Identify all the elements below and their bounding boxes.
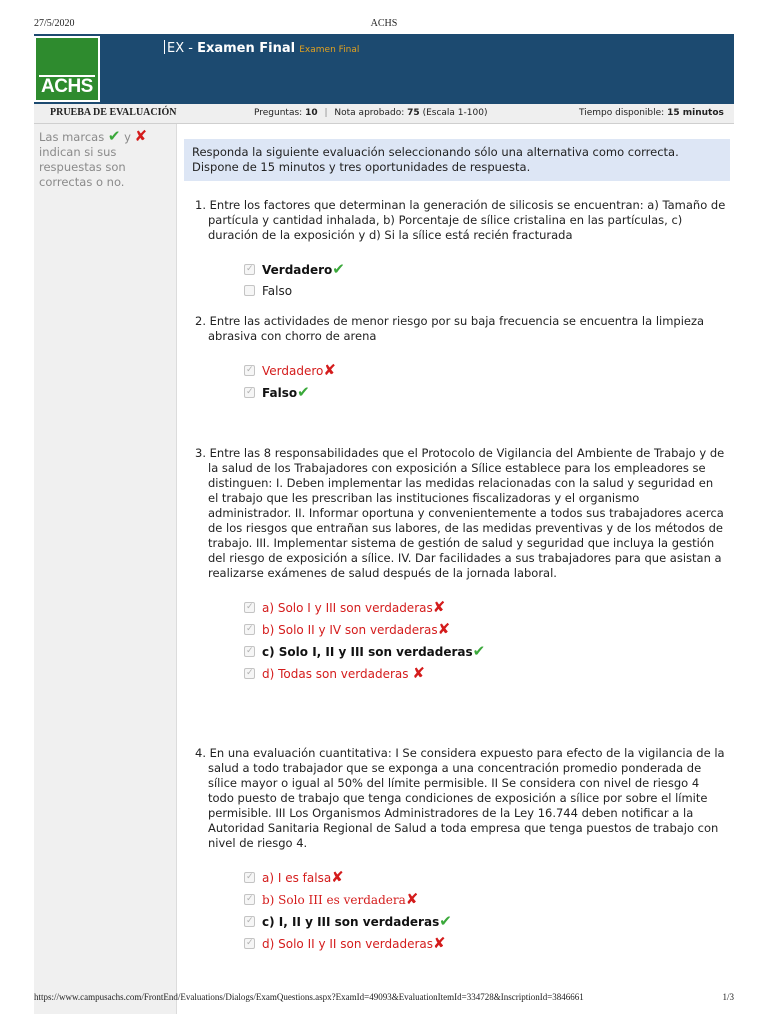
- option-label: Verdadero: [262, 263, 333, 277]
- answer-checkbox[interactable]: [244, 365, 255, 376]
- option-label: c) I, II y III son verdaderas: [262, 915, 440, 929]
- question-4: [186, 746, 726, 954]
- exam-subtitle: Examen Final: [299, 45, 360, 55]
- cross-icon: ✘: [437, 620, 451, 638]
- question-body: Entre las actividades de menor riesgo por su baja frecuencia se encuentra la limpieza abrasiva con chorro de arena: [208, 314, 705, 343]
- check-icon: ✔: [107, 127, 121, 145]
- option-label: Falso: [262, 284, 293, 298]
- cross-icon: ✘: [331, 868, 344, 886]
- options-list: [186, 596, 726, 684]
- check-icon: ✔: [439, 912, 452, 930]
- cross-icon: ✘: [405, 890, 419, 908]
- print-doc-title: ACHS: [370, 18, 398, 29]
- question-number: 2.: [195, 314, 206, 328]
- scale-text: (Escala 1-100): [422, 108, 488, 118]
- cross-icon: ✘: [134, 127, 148, 145]
- questions-value: 10: [305, 108, 318, 118]
- instructions-box: Responda la siguiente evaluación seleccionando sólo una alternativa como correcta. Dispone de 15 minutos y tres oportunidades de respuesta.: [184, 139, 730, 181]
- legend-prefix: Las marcas: [39, 130, 105, 144]
- cross-icon: ✘: [433, 934, 446, 952]
- passing-value: 75: [407, 108, 420, 118]
- answer-checkbox[interactable]: [244, 285, 255, 296]
- question-number: 3.: [195, 446, 206, 460]
- section-title: PRUEBA DE EVALUACIÓN: [50, 107, 177, 118]
- exam-banner: [34, 34, 734, 104]
- question-3: [186, 446, 726, 684]
- questions-label: Preguntas:: [254, 108, 303, 118]
- option-label: Verdadero: [262, 364, 324, 378]
- time-value: 15 minutos: [667, 108, 724, 118]
- time-info: [579, 108, 724, 118]
- answer-checkbox[interactable]: [244, 264, 255, 275]
- option-label: c) Solo I, II y III son verdaderas: [262, 645, 473, 659]
- option-label: b) Solo II y IV son verdaderas: [262, 623, 438, 637]
- answer-checkbox[interactable]: [244, 668, 255, 679]
- option-item[interactable]: [244, 932, 726, 954]
- question-number: 1.: [195, 198, 206, 212]
- option-item[interactable]: [244, 662, 726, 684]
- time-label: Tiempo disponible:: [579, 108, 665, 118]
- question-text: [186, 446, 726, 581]
- check-icon: ✔: [332, 260, 345, 278]
- option-label: Falso: [262, 386, 298, 400]
- option-item[interactable]: [244, 359, 726, 381]
- main-content: [178, 124, 734, 1014]
- question-body: Entre los factores que determinan la generación de silicosis se encuentran: a) Tamaño de partícula y cantidad inhalada, b) Porcentaje de sílice cristalina en las partículas, c) duración de la exposición y d) Si la sílice está recién fracturada: [208, 198, 726, 242]
- cross-icon: ✘: [323, 361, 336, 379]
- question-number: 4.: [195, 746, 206, 760]
- exam-meta: [254, 108, 487, 118]
- options-list: [186, 866, 726, 954]
- answer-checkbox[interactable]: [244, 872, 255, 883]
- info-bar: [34, 104, 734, 124]
- sidebar: [34, 124, 177, 1014]
- check-icon: ✔: [472, 642, 486, 660]
- option-item[interactable]: [244, 381, 726, 403]
- option-item[interactable]: [244, 596, 726, 618]
- options-list: [186, 258, 726, 302]
- option-item[interactable]: [244, 280, 726, 302]
- question-body: Entre las 8 responsabilidades que el Protocolo de Vigilancia del Ambiente de Trabajo y de la salud de los Trabajadores con exposición a Sílice establece para los empleadores se distinguen: I. Deben implementar las medidas relacionadas con la salud y seguridad en el trabajo que les prescriban las instituciones fiscalizadoras y el organismo administrador. II. Informar oportuna y convenientemente a todos sus trabajadores acerca de los riesgos que entrañan sus labores, de las medidas preventivas y de los métodos de trabajo. III. Implementar sistema de gestión de salud y seguridad que incluya la gestión del riesgo de exposición a sílice. IV. Dar facilidades a sus trabajadores para que asistan a realizarse exámenes de salud después de la jornada laboral.: [208, 446, 725, 580]
- answer-checkbox[interactable]: [244, 646, 255, 657]
- option-label: a) Solo I y III son verdaderas: [262, 601, 433, 615]
- question-2: [186, 314, 726, 403]
- answer-checkbox[interactable]: [244, 602, 255, 613]
- meta-separator: |: [324, 108, 328, 118]
- print-footer: [0, 992, 768, 1024]
- exam-code: EX -: [167, 41, 198, 56]
- option-item[interactable]: [244, 888, 726, 910]
- answer-checkbox[interactable]: [244, 938, 255, 949]
- option-item[interactable]: [244, 640, 726, 662]
- option-item[interactable]: [244, 258, 726, 280]
- question-body: En una evaluación cuantitativa: I Se considera expuesto para efecto de la vigilancia de la salud a todo trabajador que se exponga a una concentración promedio ponderada de sílice mayor o igual al 50% del límite permisible. II Se considera con nivel de riesgo 4 todo puesto de trabajo que tenga condiciones de exposición a sílice por sobre el límite permisible. III Los Organismos Administradores de la Ley 16.744 deben notificar a la Autoridad Sanitaria Regional de Salud a toda empresa que tenga puestos de trabajo con nivel de riesgo 4.: [208, 746, 725, 850]
- print-header: [0, 0, 768, 34]
- check-icon: ✔: [297, 383, 310, 401]
- option-item[interactable]: [244, 866, 726, 888]
- option-label: d) Todas son verdaderas: [262, 667, 413, 681]
- legend-suffix: indican si sus respuestas son correctas o no.: [39, 145, 126, 189]
- answer-checkbox[interactable]: [244, 894, 255, 905]
- question-1: [186, 198, 726, 302]
- logo-text: ACHS: [41, 76, 93, 97]
- exam-title-text: Examen Final: [197, 41, 296, 56]
- legend-and: y: [124, 130, 131, 144]
- option-item[interactable]: [244, 618, 726, 640]
- answer-checkbox[interactable]: [244, 624, 255, 635]
- option-label: b) Solo III es verdadera: [262, 893, 406, 907]
- achs-logo: [34, 36, 100, 102]
- print-date: 27/5/2020: [34, 18, 75, 29]
- options-list: [186, 359, 726, 403]
- answer-checkbox[interactable]: [244, 387, 255, 398]
- cross-icon: ✘: [432, 598, 446, 616]
- text-cursor: [164, 40, 165, 54]
- question-text: [186, 198, 726, 243]
- option-label: d) Solo II y II son verdaderas: [262, 937, 433, 951]
- question-text: [186, 314, 726, 344]
- option-label: a) I es falsa: [262, 871, 332, 885]
- option-item[interactable]: [244, 910, 726, 932]
- page-url: https://www.campusachs.com/FrontEnd/Evaluations/Dialogs/ExamQuestions.aspx?ExamId=49093&EvaluationItemId=334728&InscriptionId=3846661: [34, 992, 584, 1002]
- exam-title: [164, 40, 359, 56]
- answer-checkbox[interactable]: [244, 916, 255, 927]
- cross-icon: ✘: [412, 664, 425, 682]
- passing-label: Nota aprobado:: [334, 108, 405, 118]
- page-number: 1/3: [722, 992, 734, 1002]
- marks-legend: [39, 129, 171, 190]
- question-text: [186, 746, 726, 851]
